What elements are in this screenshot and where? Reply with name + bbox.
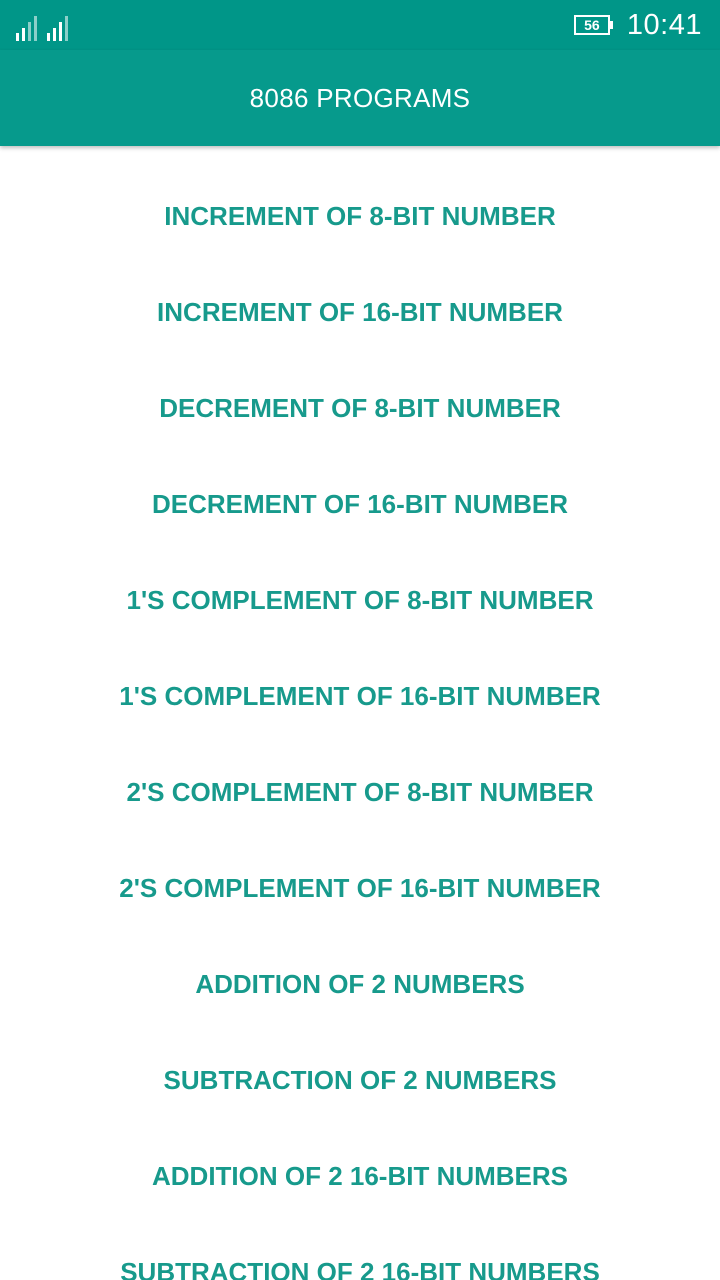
list-item-ones-complement-8bit[interactable]: 1'S COMPLEMENT OF 8-BIT NUMBER [126,584,594,615]
list-item-addition-2-numbers[interactable]: ADDITION OF 2 NUMBERS [195,968,525,999]
status-right [574,9,702,42]
signal-indicators [16,13,68,41]
list-item-decrement-8bit[interactable]: DECREMENT OF 8-BIT NUMBER [159,392,561,423]
list-item-decrement-16bit[interactable]: DECREMENT OF 16-BIT NUMBER [151,488,568,519]
battery-icon [574,15,613,35]
signal-strength-icon-sim2 [47,15,68,41]
clock: 10:41 [626,8,702,41]
list-item-twos-complement-8bit[interactable]: 2'S COMPLEMENT OF 8-BIT NUMBER [126,776,594,807]
list-item-ones-complement-16bit[interactable]: 1'S COMPLEMENT OF 16-BIT NUMBER [119,680,601,711]
app-bar [0,50,720,146]
program-list[interactable] [0,150,720,1280]
list-item-subtraction-2-numbers[interactable]: SUBTRACTION OF 2 NUMBERS [163,1064,557,1095]
status-bar [0,0,720,50]
list-item-increment-16bit[interactable]: INCREMENT OF 16-BIT NUMBER [157,296,563,327]
signal-strength-icon [16,15,37,41]
battery-level: 56 [574,15,610,35]
list-item-twos-complement-16bit[interactable]: 2'S COMPLEMENT OF 16-BIT NUMBER [119,872,601,903]
list-item-subtraction-2-16bit-numbers[interactable]: SUBTRACTION OF 2 16-BIT NUMBERS [120,1256,600,1280]
list-item-addition-2-16bit-numbers[interactable]: ADDITION OF 2 16-BIT NUMBERS [151,1160,569,1191]
page-title: 8086 PROGRAMS [249,82,471,113]
list-item-increment-8bit[interactable]: INCREMENT OF 8-BIT NUMBER [164,200,556,231]
